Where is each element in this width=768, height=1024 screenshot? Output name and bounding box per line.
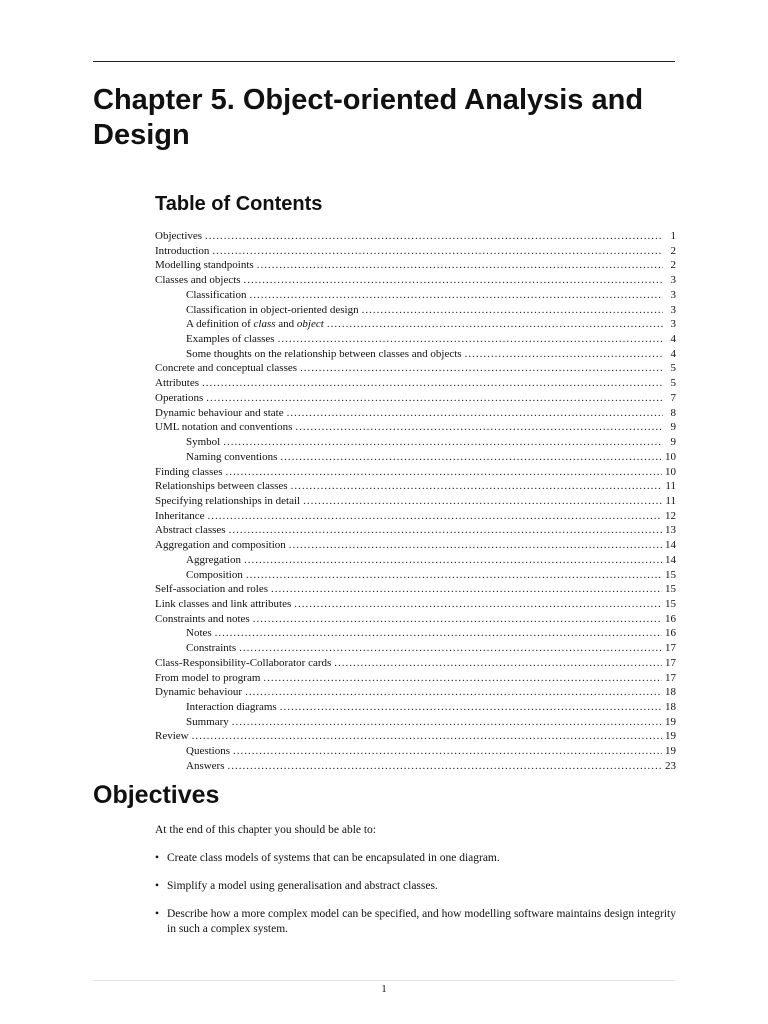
toc-entry-page: 23 (665, 759, 676, 772)
toc-entry-title: Aggregation (186, 553, 241, 566)
toc-entry-page: 11 (665, 480, 676, 493)
toc-entry-title: Questions (186, 745, 230, 758)
bullet-icon: • (155, 852, 160, 864)
toc-entry-title: From model to program (155, 671, 261, 684)
toc-entry-title: Dynamic behaviour and state (155, 406, 284, 419)
toc-entry-page: 3 (670, 303, 676, 316)
objective-item (155, 907, 676, 937)
objective-item (155, 851, 676, 866)
toc-entry[interactable] (155, 685, 676, 700)
toc-leader-dots (239, 641, 662, 656)
toc-entry-title: Classes and objects (155, 274, 241, 287)
toc-entry[interactable] (155, 656, 676, 671)
toc-entry[interactable] (155, 303, 676, 318)
toc-entry[interactable] (155, 523, 676, 538)
toc-entry[interactable] (155, 744, 676, 759)
toc-leader-dots (278, 332, 663, 347)
toc-entry-page: 18 (665, 701, 676, 713)
toc-entry[interactable] (155, 376, 676, 391)
toc-entry-page: 19 (665, 715, 676, 728)
toc-entry-title: Examples of classes (186, 333, 275, 346)
toc-entry-page: 14 (665, 539, 676, 552)
toc-entry[interactable] (155, 568, 676, 583)
toc-entry[interactable] (155, 538, 676, 553)
toc-entry[interactable] (155, 597, 676, 612)
toc-entry-title: Aggregation and composition (155, 539, 286, 552)
toc-entry-page: 2 (670, 259, 676, 272)
toc-leader-dots (244, 553, 662, 568)
toc-entry-page: 9 (670, 421, 676, 434)
toc-leader-dots (300, 361, 663, 376)
toc-entry-page: 9 (670, 436, 676, 449)
toc-entry-page: 3 (670, 274, 676, 287)
toc-entry-title: A definition of class and object (186, 318, 324, 331)
toc-entry-page: 19 (665, 745, 676, 758)
toc-entry-page: 14 (665, 553, 676, 566)
toc-entry-title: Class-Responsibility-Collaborator cards (155, 656, 332, 669)
toc-leader-dots (205, 229, 663, 244)
toc-leader-dots (202, 376, 663, 391)
toc-entry[interactable] (155, 759, 676, 774)
toc-entry[interactable] (155, 229, 676, 244)
toc-entry-title: Relationships between classes (155, 480, 288, 493)
objectives-heading: Objectives (93, 781, 220, 809)
toc-entry[interactable] (155, 612, 676, 627)
toc-leader-dots (228, 759, 663, 774)
toc-entry-title: Inheritance (155, 509, 205, 522)
toc-leader-dots (362, 303, 663, 318)
toc-entry-page: 15 (665, 568, 676, 581)
toc-entry[interactable] (155, 347, 676, 362)
toc-entry-title: Review (155, 730, 189, 743)
objective-text: Create class models of systems that can be encapsulated in one diagram. (167, 852, 500, 864)
top-rule (93, 61, 675, 62)
toc-entry[interactable] (155, 715, 676, 730)
toc-leader-dots (291, 479, 663, 494)
toc-entry[interactable] (155, 671, 676, 686)
table-of-contents (155, 229, 676, 774)
toc-leader-dots (263, 671, 662, 686)
toc-entry-title: Dynamic behaviour (155, 686, 243, 699)
toc-entry-page: 3 (670, 318, 676, 331)
toc-leader-dots (257, 258, 663, 273)
toc-entry[interactable] (155, 729, 676, 744)
toc-leader-dots (465, 347, 663, 362)
toc-entry-title: Summary (186, 715, 229, 728)
toc-entry-page: 7 (670, 391, 676, 404)
toc-entry[interactable] (155, 288, 676, 303)
objective-text: Simplify a model using generalisation and abstract classes. (167, 880, 438, 892)
toc-entry-title: Constraints (186, 642, 237, 655)
toc-entry-title: Symbol (186, 436, 221, 449)
toc-heading: Table of Contents (155, 193, 323, 215)
toc-entry-title: Specifying relationships in detail (155, 494, 301, 507)
toc-entry-page: 5 (670, 377, 676, 390)
toc-entry[interactable] (155, 700, 676, 715)
toc-entry[interactable] (155, 420, 676, 435)
toc-entry-page: 15 (665, 583, 676, 596)
toc-leader-dots (226, 465, 662, 480)
toc-entry-title: Classification in object-oriented design (186, 303, 359, 316)
toc-leader-dots (253, 612, 662, 627)
objectives-list (155, 851, 676, 950)
objective-item (155, 879, 676, 894)
toc-entry-page: 16 (665, 627, 676, 640)
toc-entry[interactable] (155, 361, 676, 376)
toc-entry-title: Self-association and roles (155, 583, 269, 596)
toc-entry[interactable] (155, 494, 676, 509)
toc-leader-dots (280, 700, 662, 715)
toc-entry-title: Interaction diagrams (186, 701, 277, 713)
toc-entry-title: Answers (186, 759, 225, 772)
toc-entry-page: 3 (670, 288, 676, 301)
toc-entry-title: Naming conventions (186, 450, 278, 463)
toc-leader-dots (327, 317, 663, 332)
toc-leader-dots (271, 582, 662, 597)
toc-entry-page: 5 (670, 362, 676, 375)
toc-entry-page: 11 (665, 494, 676, 507)
toc-entry[interactable] (155, 553, 676, 568)
bullet-icon: • (155, 880, 160, 892)
toc-leader-dots (223, 435, 663, 450)
toc-leader-dots (207, 509, 662, 524)
toc-entry-page: 12 (665, 509, 676, 522)
toc-entry[interactable] (155, 479, 676, 494)
toc-leader-dots (212, 244, 663, 259)
objective-text: Describe how a more complex model can be specified, and how modelling software maintains design integrity in such a complex system. (167, 908, 676, 935)
toc-leader-dots (289, 538, 662, 553)
toc-leader-dots (287, 406, 663, 421)
toc-entry-page: 19 (665, 730, 676, 743)
objectives-intro: At the end of this chapter you should be able to: (155, 824, 377, 836)
toc-entry[interactable] (155, 641, 676, 656)
toc-entry-title: Objectives (155, 230, 203, 242)
toc-entry[interactable] (155, 332, 676, 347)
toc-entry-title: Some thoughts on the relationship between classes and objects (186, 347, 462, 360)
toc-leader-dots (192, 729, 662, 744)
toc-entry[interactable] (155, 435, 676, 450)
toc-entry[interactable] (155, 273, 676, 288)
toc-entry-title: Attributes (155, 377, 199, 390)
toc-entry-title: Modelling standpoints (155, 259, 254, 272)
toc-entry[interactable] (155, 244, 676, 259)
toc-entry[interactable] (155, 582, 676, 597)
toc-leader-dots (303, 494, 662, 509)
toc-entry-page: 16 (665, 612, 676, 625)
toc-entry-page: 10 (665, 450, 676, 463)
toc-leader-dots (215, 626, 662, 641)
toc-entry[interactable] (155, 406, 676, 421)
toc-entry-page: 2 (670, 244, 676, 257)
toc-leader-dots (246, 568, 662, 583)
chapter-title: Chapter 5. Object-oriented Analysis and Design (93, 84, 644, 151)
toc-entry[interactable] (155, 391, 676, 406)
toc-entry-title: Constraints and notes (155, 612, 250, 625)
toc-entry[interactable] (155, 465, 676, 480)
toc-entry-page: 1 (670, 230, 676, 242)
toc-leader-dots (233, 744, 662, 759)
toc-entry-page: 4 (670, 347, 676, 360)
toc-leader-dots (245, 685, 662, 700)
toc-entry-page: 17 (665, 642, 676, 655)
bullet-icon: • (155, 908, 160, 920)
toc-entry[interactable] (155, 509, 676, 524)
toc-leader-dots (229, 523, 662, 538)
toc-entry-page: 4 (670, 333, 676, 346)
toc-entry-title: Finding classes (155, 465, 223, 478)
toc-entry-page: 15 (665, 597, 676, 610)
toc-entry-page: 17 (665, 671, 676, 684)
toc-entry-page: 17 (665, 656, 676, 669)
toc-leader-dots (295, 420, 663, 435)
toc-entry[interactable] (155, 626, 676, 641)
toc-entry-page: 8 (670, 406, 676, 419)
toc-entry-page: 18 (665, 686, 676, 699)
toc-leader-dots (250, 288, 664, 303)
toc-entry-title: Operations (155, 391, 204, 404)
toc-entry-page: 13 (665, 524, 676, 537)
toc-entry-title: Notes (186, 627, 212, 640)
toc-entry-title: Introduction (155, 244, 210, 257)
toc-entry-title: Abstract classes (155, 524, 226, 537)
toc-leader-dots (232, 715, 662, 730)
toc-entry-title: Classification (186, 288, 247, 301)
toc-entry-title: UML notation and conventions (155, 421, 293, 434)
toc-leader-dots (334, 656, 662, 671)
toc-entry-title: Composition (186, 568, 243, 581)
toc-entry[interactable] (155, 258, 676, 273)
toc-entry[interactable] (155, 317, 676, 332)
page-number: 1 (381, 983, 387, 995)
toc-leader-dots (294, 597, 662, 612)
toc-entry[interactable] (155, 450, 676, 465)
toc-leader-dots (280, 450, 662, 465)
toc-leader-dots (206, 391, 663, 406)
toc-entry-title: Concrete and conceptual classes (155, 362, 298, 375)
toc-entry-title: Link classes and link attributes (155, 597, 292, 610)
toc-leader-dots (244, 273, 663, 288)
footer-rule (93, 980, 675, 981)
toc-entry-page: 10 (665, 465, 676, 478)
